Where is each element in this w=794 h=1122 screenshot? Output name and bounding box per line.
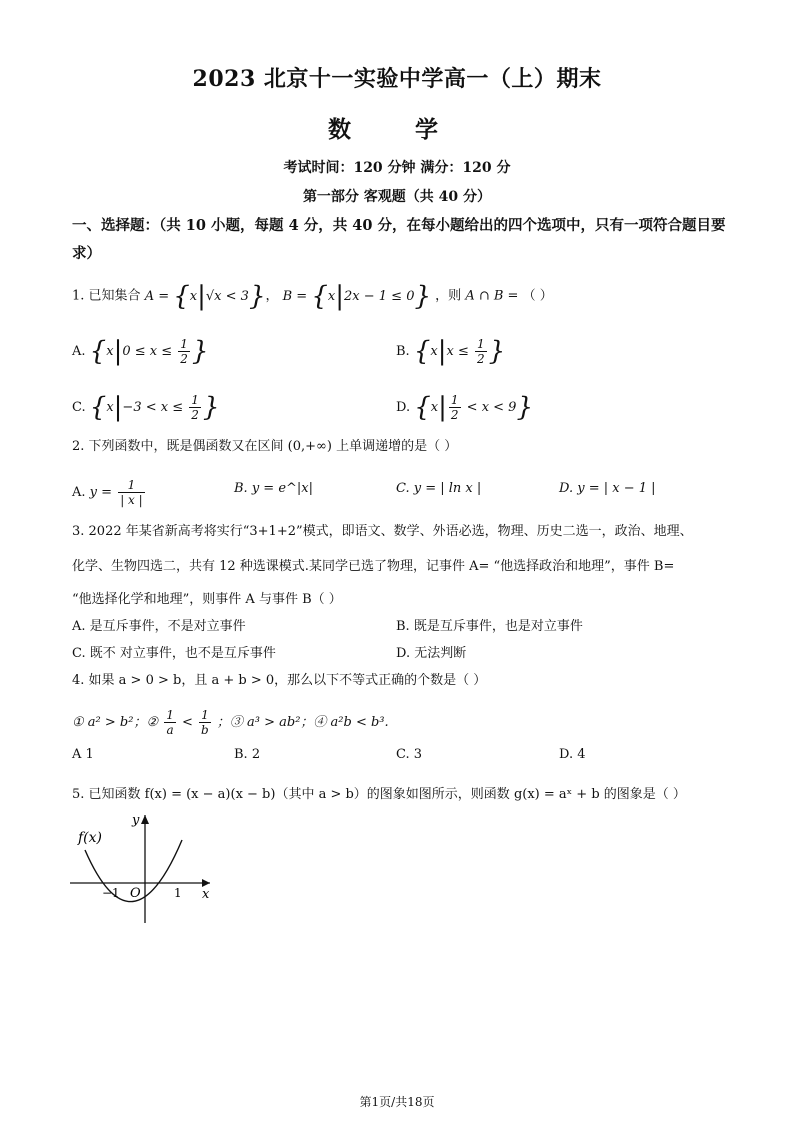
exam-info: 考试时间：120 分钟 满分：120 分 <box>283 160 511 176</box>
q1-option-d <box>396 393 533 422</box>
function-graph <box>70 810 220 925</box>
q4-items: ① a² > b²；② $\frac{1}{a}$ < $\frac{1}{b}$ ；③ a³ > ab²；④ a²b < b³. <box>72 708 389 737</box>
q4-frac-1b: $\frac{1}{b}$ <box>201 708 209 737</box>
q1-option-a <box>72 337 208 366</box>
q1-option-c <box>72 393 219 422</box>
part-title: 第一部分 客观题（共 40 分） <box>302 189 492 205</box>
q1-option-c-math: {x|−3 < x ≤ $\frac{1}{2}$ } <box>89 392 220 423</box>
q1-set-a: A = {x|√x < 3} <box>144 281 266 311</box>
q1-stem-b: ，则 <box>435 288 462 304</box>
y-axis-arrow <box>141 815 149 824</box>
q1-option-d-label: D. <box>396 400 411 415</box>
q1-option-b-math: {x|x ≤ $\frac{1}{2}$ } <box>413 336 506 367</box>
tick-neg-one: −1 <box>102 886 120 900</box>
x-label: x <box>202 887 210 902</box>
q1-stem-c: （ ） <box>522 288 553 304</box>
q1-stem-a: 1. 已知集合 <box>72 288 141 304</box>
subject-title: 数 学 <box>327 116 466 143</box>
q2-option-b: B. y = e^|x| <box>234 481 313 496</box>
q2-option-a-math: y = $\frac{1}{| x |}$ <box>89 478 143 507</box>
q3-line-3: “他选择化学和地理”，则事件 A 与事件 B（ ） <box>72 592 342 607</box>
q4-option-b: B. 2 <box>234 747 261 762</box>
q4-stem: 4. 如果 a > 0 > b，且 a + b > 0，那么以下不等式正确的个数是（ ） <box>72 673 487 688</box>
q1-stem: 1. 已知集合 A = {x|√x < 3}， B = {x|2x − 1 ≤ 0} ，则 A ∩ B = （ ） <box>72 281 553 311</box>
q3-option-b: B. 既是互斥事件，也是对立事件 <box>396 619 583 634</box>
q1-option-b <box>396 337 505 366</box>
q2-stem: 2. 下列函数中，既是偶函数又在区间 (0,+∞) 上单调递增的是（ ） <box>72 439 458 454</box>
q1-set-b: B = {x|2x − 1 ≤ 0} <box>282 281 432 311</box>
q3-line-2: 化学、生物四选二，共有 12 种选课模式.某同学已选了物理，记事件 A= “他选择政治和地理”，事件 B= <box>72 559 675 574</box>
tick-one: 1 <box>174 886 182 900</box>
q4-items-a: ① a² > b²；② <box>72 715 159 730</box>
q2-option-c: C. y = | ln x | <box>396 481 482 496</box>
q2-option-d: D. y = | x − 1 | <box>559 481 656 496</box>
q1-option-a-label: A. <box>72 344 86 359</box>
x-axis-arrow <box>202 879 210 887</box>
q1-option-a-math: {x|0 ≤ x ≤ $\frac{1}{2}$ } <box>89 336 209 367</box>
q1-option-b-label: B. <box>396 344 410 359</box>
q1-option-d-math: {x| $\frac{1}{2}$ < x < 9} <box>414 392 533 423</box>
origin-label: O <box>130 886 141 901</box>
y-label: y <box>132 813 140 828</box>
page-title: 2023 北京十一实验中学高一（上）期末 <box>192 66 602 92</box>
q3-option-c: C. 既不 对立事件，也不是互斥事件 <box>72 646 276 661</box>
q3-option-a: A. 是互斥事件，不是对立事件 <box>72 619 246 634</box>
q4-option-c: C. 3 <box>396 747 423 762</box>
q4-items-b: ；③ a³ > ab²；④ a²b < b³. <box>216 715 389 730</box>
section-heading: 一、选择题：（共 10 小题，每题 4 分，共 40 分，在每小题给出的四个选项中，只有一项符合题目要求） <box>72 217 726 262</box>
fx-label: f(x) <box>78 830 103 846</box>
q4-frac-1a: $\frac{1}{a}$ <box>166 708 174 737</box>
q2-option-a-label: A. <box>72 485 86 500</box>
q2-option-a <box>72 478 147 507</box>
q3-line-1: 3. 2022 年某省新高考将实行“3+1+2”模式，即语文、数学、外语必选，物理、历史二选一，政治、地理、 <box>72 524 693 539</box>
q4-option-a: A 1 <box>72 747 94 762</box>
q3-option-d: D. 无法判断 <box>396 646 467 661</box>
q4-option-d: D. 4 <box>559 747 586 762</box>
q5-stem: 5. 已知函数 f(x) = (x − a)(x − b)（其中 a > b）的图象如图所示，则函数 g(x) = aˣ + b 的图象是（ ） <box>72 787 686 802</box>
q1-intersection: A ∩ B = <box>465 288 523 304</box>
q1-option-c-label: C. <box>72 400 86 415</box>
page-footer: 第1页/共18页 <box>359 1095 435 1109</box>
